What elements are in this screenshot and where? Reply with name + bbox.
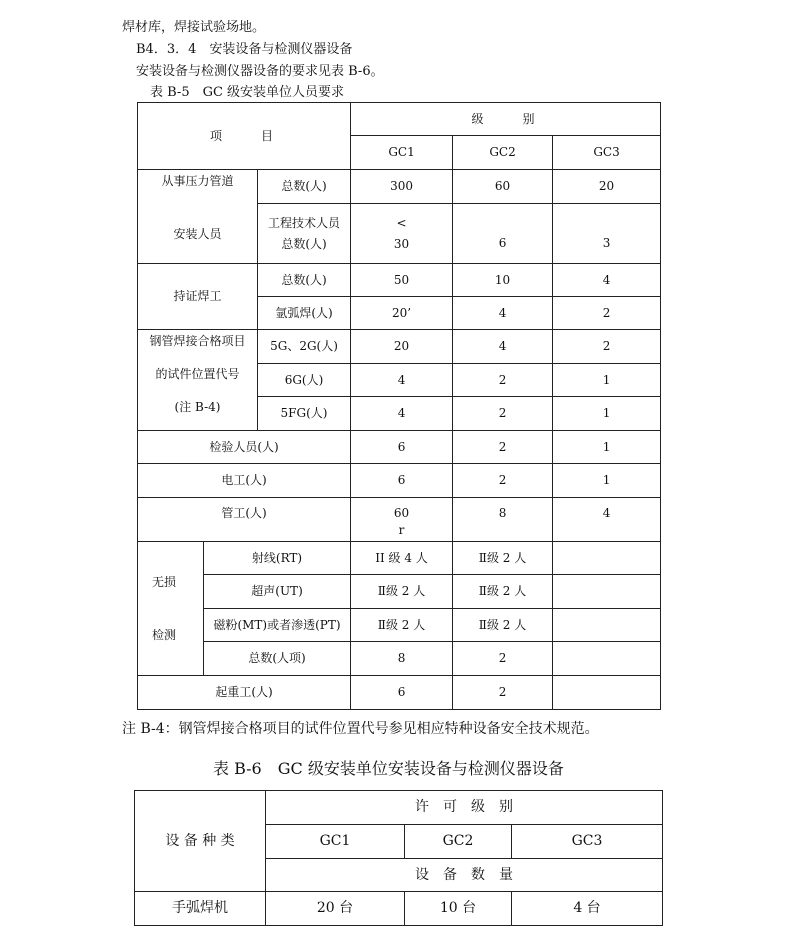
cell-gc1: II 级 4 人 xyxy=(351,542,453,575)
table-b6 xyxy=(134,790,663,926)
cell-gc3: 1 xyxy=(553,364,661,397)
cell-gc2: 8 xyxy=(453,498,553,542)
cell-gc3: 2 xyxy=(553,330,661,364)
cell-gc2: 2 xyxy=(453,431,553,464)
row-welders-total-label: 总数(人) xyxy=(258,264,351,297)
cell-gc1: 6 xyxy=(351,431,453,464)
row-total-label: 总数(人) xyxy=(258,170,351,204)
cell-gc3: 4 xyxy=(553,498,661,542)
cell-gc2: 2 xyxy=(453,364,553,397)
table-b6-caption: 表 B-6 GC 级安装单位安装设备与检测仪器设备 xyxy=(213,759,564,778)
cell-gc1: 60 r xyxy=(351,498,453,542)
cell-gc3 xyxy=(553,676,661,710)
cell-gc2: Ⅱ级 2 人 xyxy=(453,609,553,642)
cell-gc3: 20 xyxy=(553,170,661,204)
row-mt-pt-label: 磁粉(MT)或者渗透(PT) xyxy=(204,609,351,642)
header-equipment-type: 设 备 种 类 xyxy=(135,791,266,892)
cell-gc1: Ⅱ级 2 人 xyxy=(351,575,453,609)
cell-gc1: < 30 xyxy=(351,204,453,264)
cell-gc1: 20 台 xyxy=(266,892,405,926)
cell-gc2: 10 xyxy=(453,264,553,297)
note-b4: 注 B-4：钢管焊接合格项目的试件位置代号参见相应特种设备安全技术规范。 xyxy=(122,721,599,737)
header-level: 级 别 xyxy=(351,103,661,136)
header-gc3: GC3 xyxy=(512,825,663,859)
cell-gc1: 20’ xyxy=(351,297,453,330)
cell-gc2: 2 xyxy=(453,642,553,676)
row-inspectors-label: 检验人员(人) xyxy=(138,431,351,464)
table-b5-caption: 表 B-5 GC 级安装单位人员要求 xyxy=(150,85,345,100)
cell-gc1: 4 xyxy=(351,397,453,431)
cell-gc2: 2 xyxy=(453,464,553,498)
row-5fg-label: 5FG(人) xyxy=(258,397,351,431)
row-argon-arc-label: 氩弧焊(人) xyxy=(258,297,351,330)
header-gc2: GC2 xyxy=(405,825,512,859)
cell-gc3 xyxy=(553,609,661,642)
row-rt-label: 射线(RT) xyxy=(204,542,351,575)
header-item: 项 目 xyxy=(138,103,351,170)
header-gc2: GC2 xyxy=(453,136,553,170)
intro-line-3: 安装设备与检测仪器设备的要求见表 B-6。 xyxy=(136,64,384,79)
row-arc-welder-label: 手弧焊机 xyxy=(135,892,266,926)
row-6g-label: 6G(人) xyxy=(258,364,351,397)
cell-gc2: 4 xyxy=(453,297,553,330)
cell-gc2: 10 台 xyxy=(405,892,512,926)
cell-gc2: Ⅱ级 2 人 xyxy=(453,542,553,575)
group-ndt: 无损 检测 xyxy=(138,542,204,676)
cell-gc1: 6 xyxy=(351,464,453,498)
row-riggers-label: 起重工(人) xyxy=(138,676,351,710)
section-heading: B4．3．4 安装设备与检测仪器设备 xyxy=(136,42,353,57)
cell-gc1: 8 xyxy=(351,642,453,676)
cell-gc3 xyxy=(553,575,661,609)
cell-gc3: 3 xyxy=(553,204,661,264)
cell-gc1: 50 xyxy=(351,264,453,297)
row-pipefitters-label: 管工(人) xyxy=(138,498,351,542)
cell-gc3: 1 xyxy=(553,431,661,464)
group-welding-positions: 钢管焊接合格项目 的试件位置代号 (注 B-4) xyxy=(138,330,258,431)
cell-gc1: 4 xyxy=(351,364,453,397)
row-engineers-label: 工程技术人员 总数(人) xyxy=(258,204,351,264)
group-certified-welders: 持证焊工 xyxy=(138,264,258,330)
cell-gc3 xyxy=(553,642,661,676)
cell-gc3: 1 xyxy=(553,464,661,498)
cell-gc1: 20 xyxy=(351,330,453,364)
cell-gc2: 4 xyxy=(453,330,553,364)
header-gc1: GC1 xyxy=(266,825,405,859)
cell-gc3: 4 xyxy=(553,264,661,297)
cell-gc2: 2 xyxy=(453,397,553,431)
cell-gc1: 6 xyxy=(351,676,453,710)
cell-gc2: 6 xyxy=(453,204,553,264)
cell-gc2: 2 xyxy=(453,676,553,710)
cell-gc3 xyxy=(553,542,661,575)
row-ut-label: 超声(UT) xyxy=(204,575,351,609)
cell-gc2: Ⅱ级 2 人 xyxy=(453,575,553,609)
group-pressure-pipe-installers: 从事压力管道 安装人员 xyxy=(138,170,258,264)
table-b5 xyxy=(137,102,661,710)
row-5g2g-label: 5G、2G(人) xyxy=(258,330,351,364)
header-license-level: 许 可 级 别 xyxy=(266,791,663,825)
header-equipment-quantity: 设 备 数 量 xyxy=(266,859,663,892)
cell-gc3: 2 xyxy=(553,297,661,330)
cell-gc1: Ⅱ级 2 人 xyxy=(351,609,453,642)
cell-gc2: 60 xyxy=(453,170,553,204)
cell-gc3: 1 xyxy=(553,397,661,431)
header-gc1: GC1 xyxy=(351,136,453,170)
header-gc3: GC3 xyxy=(553,136,661,170)
row-ndt-total-label: 总数(人项) xyxy=(204,642,351,676)
cell-gc3: 4 台 xyxy=(512,892,663,926)
cell-gc1: 300 xyxy=(351,170,453,204)
row-electricians-label: 电工(人) xyxy=(138,464,351,498)
intro-line-1: 焊材库，焊接试验场地。 xyxy=(122,20,266,35)
